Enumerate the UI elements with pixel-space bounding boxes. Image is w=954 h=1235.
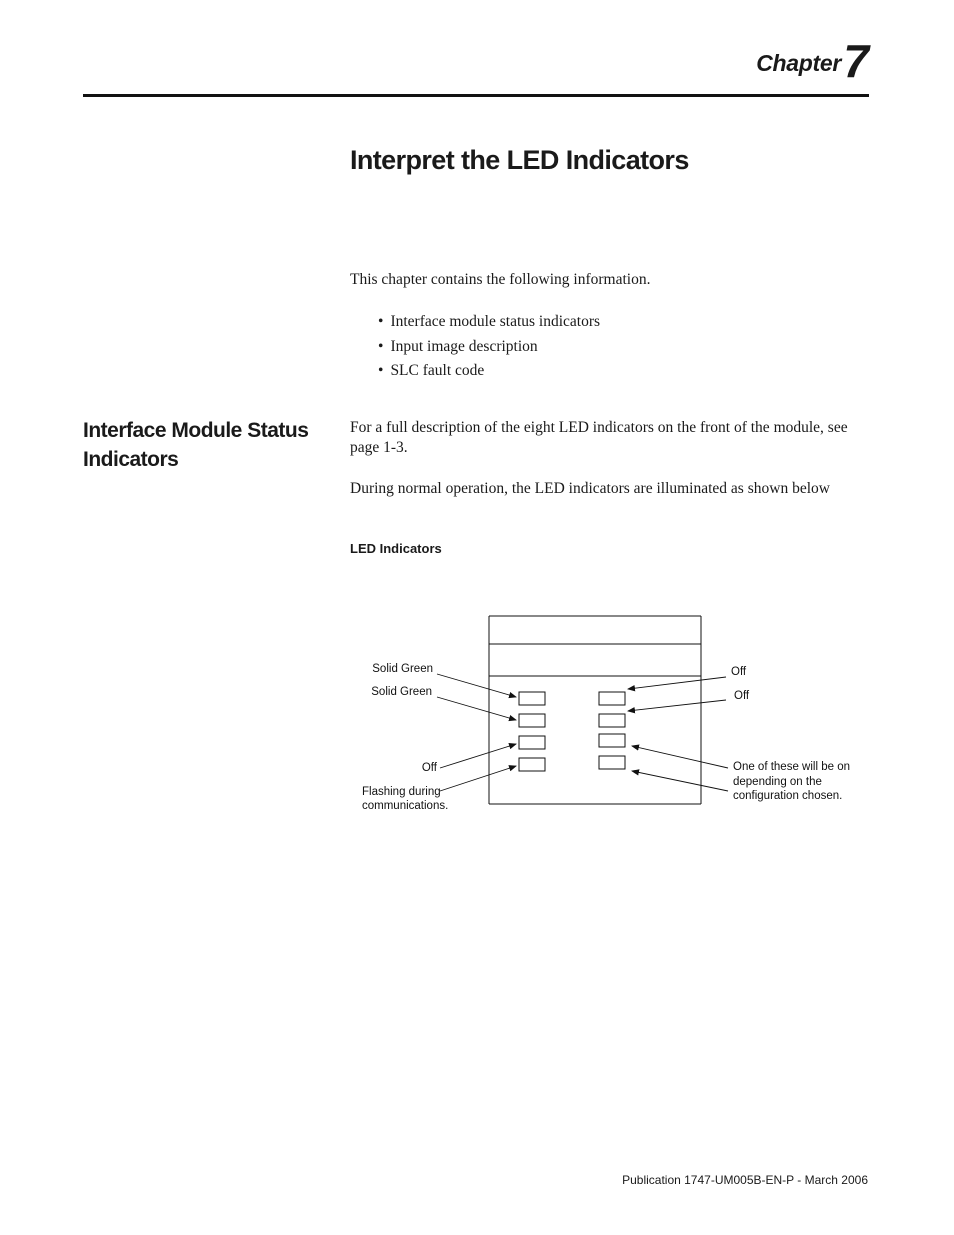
publication-footer: Publication 1747-UM005B-EN-P - March 2006 bbox=[622, 1173, 868, 1187]
figure-caption: LED Indicators bbox=[350, 541, 442, 556]
chapter-number: 7 bbox=[843, 35, 869, 87]
section-heading: Interface Module Status Indicators bbox=[83, 419, 309, 471]
callout-line bbox=[440, 744, 516, 768]
label-off-right-1: Off bbox=[731, 666, 747, 678]
label-off-left: Off bbox=[421, 762, 437, 774]
led-right-1 bbox=[599, 692, 625, 705]
led-left-3 bbox=[519, 736, 545, 749]
label-solid-green-2: Solid Green bbox=[371, 686, 432, 698]
intro-text: This chapter contains the following information. bbox=[350, 271, 651, 288]
callout-line bbox=[437, 697, 516, 720]
page-title: Interpret the LED Indicators bbox=[350, 145, 689, 175]
callout-line bbox=[628, 700, 726, 711]
chapter-label: Chapter bbox=[756, 50, 841, 76]
callout-line bbox=[437, 674, 516, 697]
label-off-right-2: Off bbox=[734, 690, 750, 702]
led-left-1 bbox=[519, 692, 545, 705]
callout-line bbox=[632, 746, 728, 768]
led-right-2 bbox=[599, 714, 625, 727]
list-item: • SLC fault code bbox=[378, 359, 600, 384]
section-paragraph-2: During normal operation, the LED indicators are illuminated as shown below bbox=[350, 480, 830, 497]
label-flashing-line2: communications. bbox=[362, 800, 449, 812]
module-panel bbox=[489, 616, 701, 804]
led-left-2 bbox=[519, 714, 545, 727]
callout-line bbox=[632, 771, 728, 791]
label-config-line2: depending on the bbox=[733, 776, 822, 788]
callout-line bbox=[440, 766, 516, 791]
led-left-4 bbox=[519, 758, 545, 771]
callout-line bbox=[628, 677, 726, 689]
label-solid-green-1: Solid Green bbox=[372, 663, 433, 675]
label-flashing-line1: Flashing during bbox=[362, 786, 441, 798]
list-item: • Input image description bbox=[378, 335, 600, 360]
led-right-4 bbox=[599, 756, 625, 769]
label-config-line1: One of these will be on bbox=[733, 761, 850, 773]
list-item: • Interface module status indicators bbox=[378, 310, 600, 335]
section-paragraph-1: For a full description of the eight LED indicators on the front of the module, see page 1-3. bbox=[350, 419, 848, 456]
label-config-line3: configuration chosen. bbox=[733, 790, 843, 802]
led-right-3 bbox=[599, 734, 625, 747]
